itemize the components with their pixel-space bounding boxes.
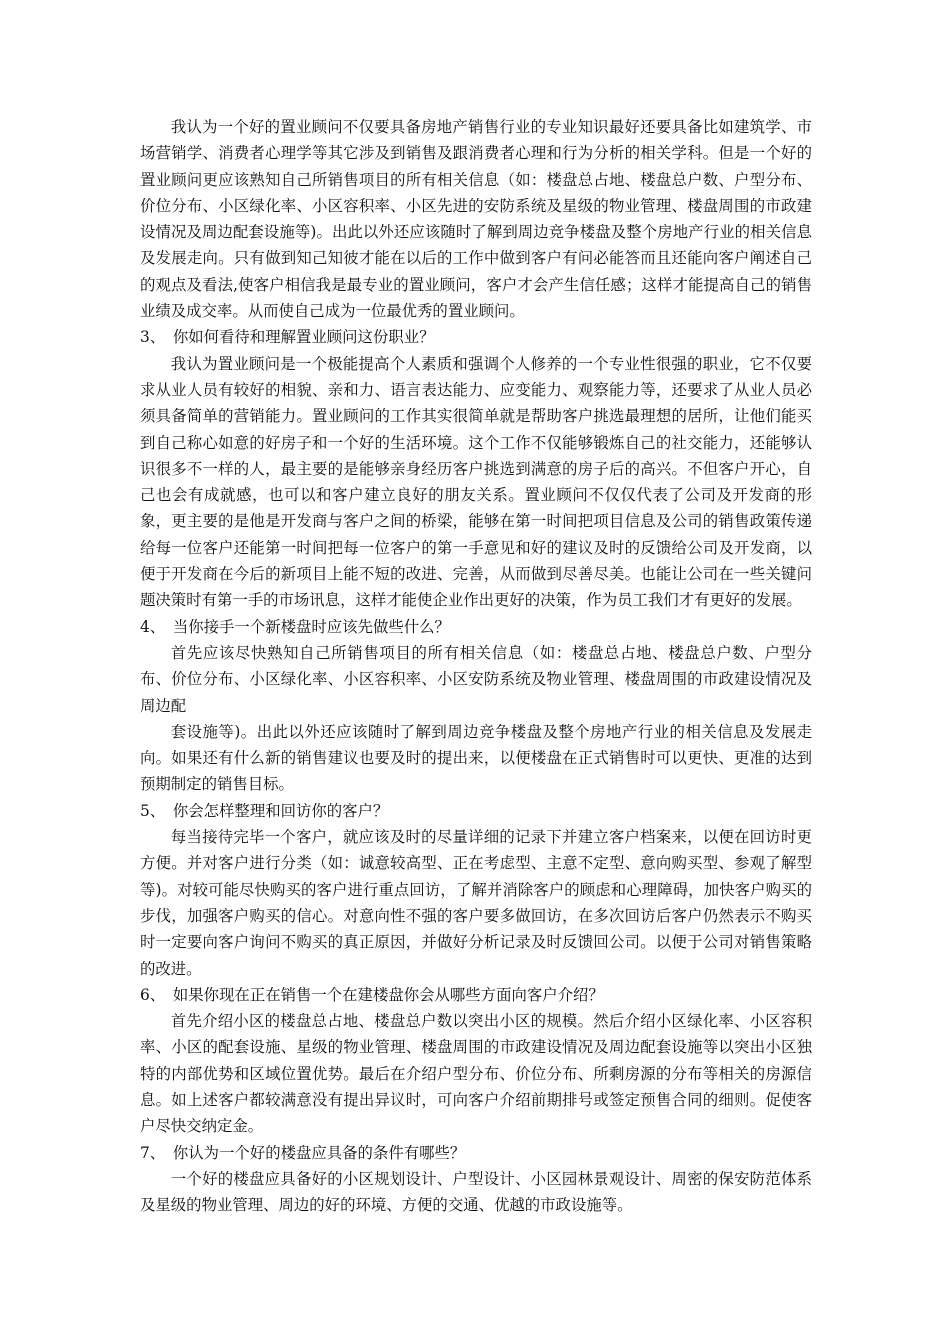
question-heading: 6、 如果你现在正在销售一个在建楼盘你会从哪些方面向客户介绍？ bbox=[140, 985, 604, 1004]
paragraph: 我认为置业顾问是一个极能提高个人素质和强调个人修养的一个专业性很强的职业，它不仅要求从业人员有较好的相貌、亲和力、语言表达能力、应变能力、观察能力等，还要求了从业人员必须具备简单的营销能力。置业顾问的工作其实很简单就是帮助客户挑选最理想的居所，让他们能买到自己称心如意的好房子和一个好的生活环境。这个工作不仅能够锻炼自己的社交能力，还能够认识很多不一样的人，最主要的是能够亲身经历客户挑选到满意的房子后的高兴。不但客户开心，自己也会有成就感，也可以和客户建立良好的朋友关系。置业顾问不仅仅代表了公司及开发商的形象，更主要的是他是开发商与客户之间的桥梁，能够在第一时间把项目信息及公司的销售政策传递给每一位客户还能第一时间把每一位客户的第一手意见和好的建议及时的反馈给公司及开发商，以便于开发商在今后的新项目上能不短的改进、完善，从而做到尽善尽美。也能让公司在一些关键问题决策时有第一手的市场讯息，这样才能使企业作出更好的决策，作为员工我们才有更好的发展。 bbox=[140, 354, 812, 610]
question-heading: 7、 你认为一个好的楼盘应具备的条件有哪些？ bbox=[140, 1143, 466, 1162]
question-heading: 3、 你如何看待和理解置业顾问这份职业？ bbox=[140, 328, 435, 347]
question-heading: 4、 当你接手一个新楼盘时应该先做些什么？ bbox=[140, 617, 450, 636]
question-heading: 5、 你会怎样整理和回访你的客户？ bbox=[140, 801, 389, 820]
paragraph: 每当接待完毕一个客户，就应该及时的尽量详细的记录下并建立客户档案来，以便在回访时更方便。并对客户进行分类（如：诚意较高型、正在考虑型、主意不定型、意向购买型、参观了解型等)。对较可能尽快购买的客户进行重点回访，了解并消除客户的顾虑和心理障碍，加快客户购买的步伐，加强客户购买的信心。对意向性不强的客户要多做回访，在多次回访后客户仍然表示不购买时一定要向客户询问不购买的真正原因，并做好分析记录及时反馈回公司。以便于公司对销售策略的改进。 bbox=[140, 828, 812, 978]
paragraph: 我认为一个好的置业顾问不仅要具备房地产销售行业的专业知识最好还要具备比如建筑学、市场营销学、消费者心理学等其它涉及到销售及跟消费者心理和行为分析的相关学科。但是一个好的置业顾问更应该熟知自己所销售项目的所有相关信息（如：楼盘总占地、楼盘总户数、户型分布、价位分布、小区绿化率、小区容积率、小区先进的安防系统及星级的物业管理、楼盘周围的市政建设情况及周边配套设施等)。出此以外还应该随时了解到周边竞争楼盘及整个房地产行业的相关信息及发展走向。只有做到知己知彼才能在以后的工作中做到客户有问必能答而且还能向客户阐述自己的观点及看法,使客户相信我是最专业的置业顾问，客户才会产生信任感；这样才能提高自己的销售业绩及成交率。从而使自己成为一位最优秀的置业顾问。 bbox=[140, 118, 812, 321]
document-body bbox=[140, 114, 812, 1218]
paragraph: 套设施等)。出此以外还应该随时了解到周边竞争楼盘及整个房地产行业的相关信息及发展走向。如果还有什么新的销售建议也要及时的提出来，以便楼盘在正式销售时可以更快、更准的达到预期制定的销售目标。 bbox=[140, 722, 812, 794]
paragraph: 一个好的楼盘应具备好的小区规划设计、户型设计、小区园林景观设计、周密的保安防范体系及星级的物业管理、周边的好的环境、方便的交通、优越的市政设施等。 bbox=[140, 1169, 812, 1215]
paragraph: 首先介绍小区的楼盘总占地、楼盘总户数以突出小区的规模。然后介绍小区绿化率、小区容积率、小区的配套设施、星级的物业管理、楼盘周围的市政建设情况及周边配套设施等以突出小区独特的内部优势和区域位置优势。最后在介绍户型分布、价位分布、所剩房源的分布等相关的房源信息。如上述客户都较满意没有提出异议时，可向客户介绍前期排号或签定预售合同的细则。促使客户尽快交纳定金。 bbox=[140, 1012, 812, 1136]
paragraph: 首先应该尽快熟知自己所销售项目的所有相关信息（如：楼盘总占地、楼盘总户数、户型分布、价位分布、小区绿化率、小区容积率、小区安防系统及物业管理、楼盘周围的市政建设情况及周边配 bbox=[140, 643, 812, 715]
